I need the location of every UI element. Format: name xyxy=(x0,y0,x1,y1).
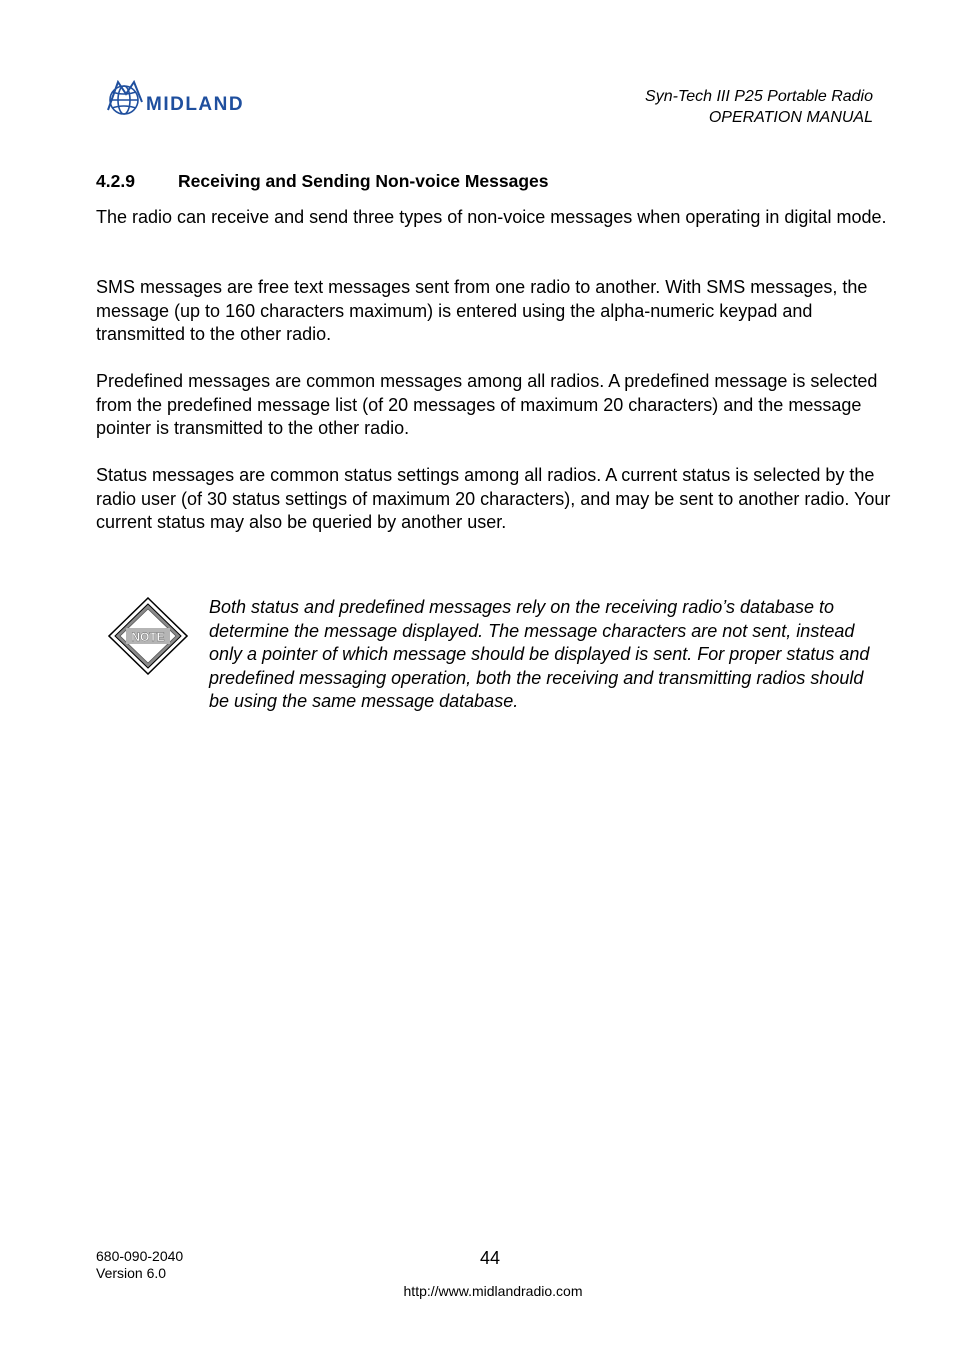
midland-logo xyxy=(106,80,306,122)
globe-icon xyxy=(106,80,306,122)
manual-title: OPERATION MANUAL xyxy=(708,109,873,126)
doc-number: 680-090-2040 xyxy=(96,1248,184,1264)
paragraph: Status messages are common status settings among all radios. A current status is selected by the radio user (of 30 status settings of maximum 20 characters), and may be sent to another radio. Your current status may also be queried by another user. xyxy=(96,465,891,532)
footer-doc-info xyxy=(96,1248,183,1282)
doc-version: Version 6.0 xyxy=(96,1265,167,1281)
header-title-block xyxy=(645,86,873,128)
note-icon-label: NOTE xyxy=(131,630,165,644)
section-heading xyxy=(96,170,549,192)
section-number: 4.2.9 xyxy=(96,171,135,191)
logo-wordmark: MIDLAND xyxy=(146,94,245,115)
footer-url-link[interactable]: http://www.midlandradio.com xyxy=(403,1283,583,1299)
note-icon xyxy=(108,597,188,675)
paragraph: The radio can receive and send three types of non-voice messages when operating in digital mode. xyxy=(96,207,887,227)
page-number: 44 xyxy=(480,1248,501,1268)
product-line: Syn-Tech III P25 Portable Radio xyxy=(645,88,873,105)
note-text: Both status and predefined messages rely on the receiving radio’s database to determine the message displayed. The message characters are not sent, instead only a pointer of which message should be displayed is sent. For proper status and predefined messaging operation, both the receiving and transmitting radios should be using the same message database. xyxy=(209,597,870,711)
section-title: Receiving and Sending Non-voice Messages xyxy=(178,171,549,191)
paragraph: Predefined messages are common messages among all radios. A predefined message is selected from the predefined message list (of 20 messages of maximum 20 characters) and the message pointer is transmitted to the other radio. xyxy=(96,371,878,438)
paragraph: SMS messages are free text messages sent from one radio to another. With SMS messages, the message (up to 160 characters maximum) is entered using the alpha-numeric keypad and transmitted to the other radio. xyxy=(96,277,868,344)
